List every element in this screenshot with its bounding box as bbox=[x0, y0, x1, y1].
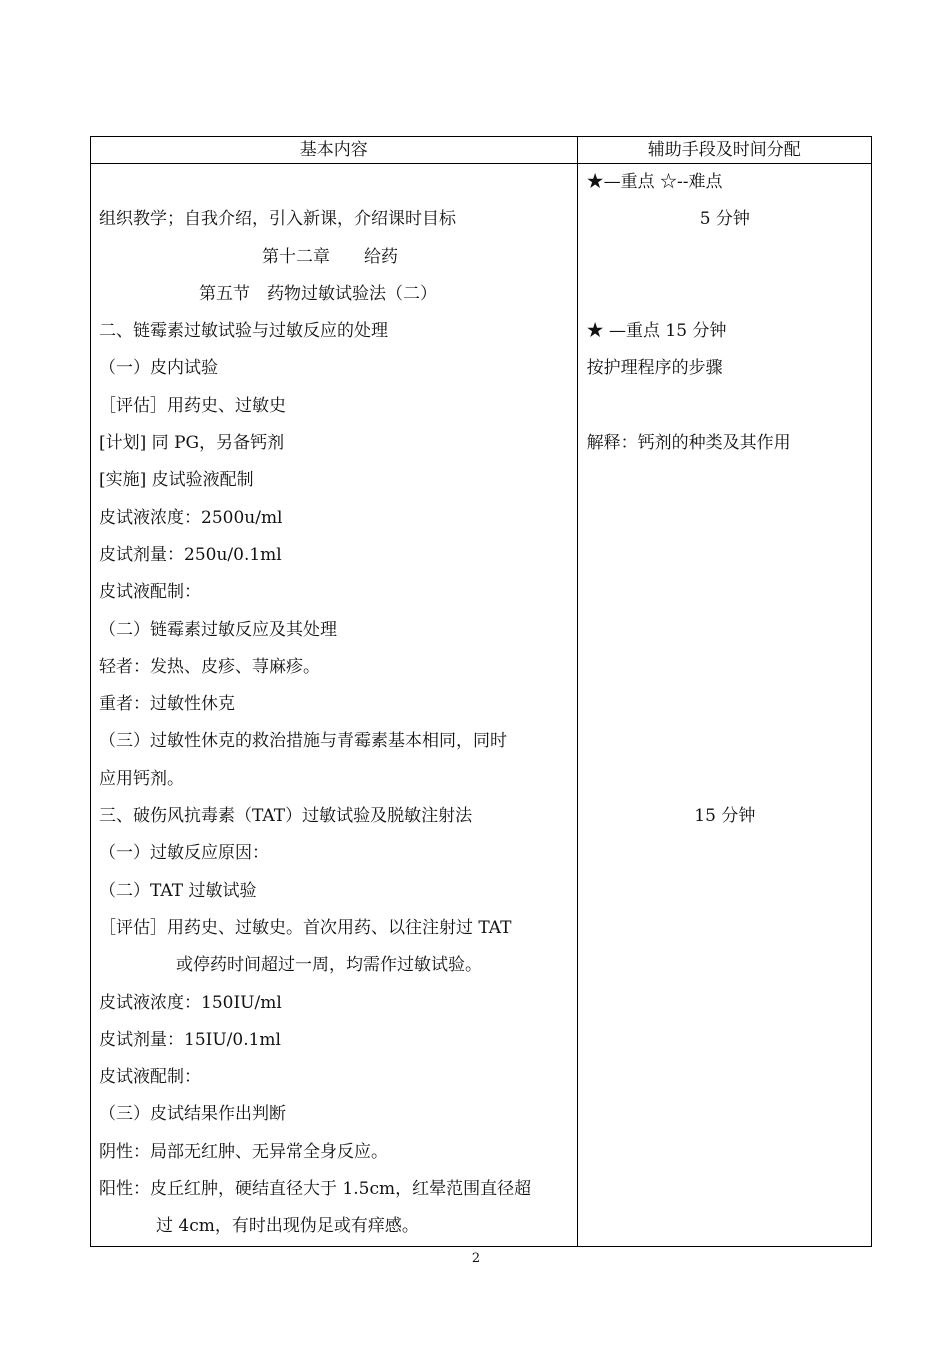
aux-line-blank bbox=[587, 388, 863, 425]
content-line-preparation: 皮试液配制： bbox=[99, 582, 201, 603]
content-line-tat-concentration: 皮试液浓度：150IU/ml bbox=[99, 992, 282, 1013]
header-basic-content: 基本内容 bbox=[91, 137, 578, 164]
content-line-reaction-cause: （一）过敏反应原因： bbox=[99, 843, 269, 864]
time-5-minutes: 5 分钟 bbox=[699, 209, 750, 230]
basic-content-lines bbox=[91, 164, 577, 1246]
content-line-organize-teaching: 组织教学；自我介绍，引入新课，介绍课时目标 bbox=[99, 209, 456, 230]
lesson-plan-table bbox=[90, 136, 872, 1247]
content-line-streptomycin-heading: 二、链霉素过敏试验与过敏反应的处理 bbox=[99, 321, 388, 342]
aux-line-blank bbox=[587, 500, 863, 537]
auxiliary-means-cell bbox=[577, 164, 871, 1247]
basic-content-cell bbox=[91, 164, 578, 1247]
content-line-tat-dose: 皮试剂量：15IU/0.1ml bbox=[99, 1029, 281, 1050]
header-auxiliary-means: 辅助手段及时间分配 bbox=[577, 137, 871, 164]
aux-line-blank bbox=[587, 761, 863, 798]
auxiliary-means-lines bbox=[578, 164, 871, 835]
content-line-implementation: [实施] 皮试验液配制 bbox=[99, 470, 254, 491]
content-line-mild: 轻者：发热、皮疹、荨麻疹。 bbox=[99, 656, 320, 677]
aux-line-blank bbox=[587, 574, 863, 611]
content-line-assessment: ［评估］用药史、过敏史 bbox=[99, 395, 286, 416]
content-line-shock-treatment: （三）过敏性休克的救治措施与青霉素基本相同，同时 bbox=[99, 731, 507, 752]
table-body-row bbox=[91, 164, 872, 1247]
content-line-reaction-handling: （二）链霉素过敏反应及其处理 bbox=[99, 619, 337, 640]
content-line-concentration: 皮试液浓度：2500u/ml bbox=[99, 507, 283, 528]
aux-line-blank bbox=[587, 276, 863, 313]
aux-line-blank bbox=[587, 239, 863, 276]
content-line-tat-heading: 三、破伤风抗毒素（TAT）过敏试验及脱敏注射法 bbox=[99, 806, 473, 827]
aux-line-blank bbox=[587, 612, 863, 649]
chapter-title: 第十二章 给药 bbox=[262, 246, 398, 267]
aux-line-blank bbox=[587, 462, 863, 499]
page-number: 2 bbox=[471, 1251, 481, 1266]
aux-explain-calcium: 解释：钙剂的种类及其作用 bbox=[586, 433, 791, 454]
content-line-dose: 皮试剂量：250u/0.1ml bbox=[99, 544, 282, 565]
content-line-tat-assessment: ［评估］用药史、过敏史。首次用药、以往注射过 TAT bbox=[99, 917, 512, 938]
content-line-tat-assessment-cont: 或停药时间超过一周，均需作过敏试验。 bbox=[176, 955, 482, 976]
content-line-calcium-use: 应用钙剂。 bbox=[99, 768, 184, 789]
content-line-intradermal-test: （一）皮内试验 bbox=[99, 358, 218, 379]
aux-line-blank bbox=[587, 723, 863, 760]
content-line-result-judgement: （三）皮试结果作出判断 bbox=[99, 1104, 286, 1125]
table-header-row bbox=[91, 137, 872, 164]
content-line-negative: 阴性：局部无红肿、无异常全身反应。 bbox=[99, 1141, 388, 1162]
key-point-15-minutes: ★ —重点 15 分钟 bbox=[586, 321, 727, 342]
aux-line-blank bbox=[587, 686, 863, 723]
aux-line-blank bbox=[587, 649, 863, 686]
time-15-minutes: 15 分钟 bbox=[694, 806, 756, 827]
section-title: 第五节 药物过敏试验法（二） bbox=[199, 283, 437, 304]
legend-key-points: ★—重点 ☆--难点 bbox=[586, 172, 723, 192]
content-line-tat-test: （二）TAT 过敏试验 bbox=[99, 880, 257, 901]
content-line-severe: 重者：过敏性休克 bbox=[99, 694, 235, 715]
content-line-positive-cont: 过 4cm，有时出现伪足或有痒感。 bbox=[156, 1216, 419, 1237]
content-line-positive: 阳性：皮丘红肿，硬结直径大于 1.5cm，红晕范围直径超 bbox=[99, 1179, 532, 1200]
aux-line-blank bbox=[587, 537, 863, 574]
content-line-blank bbox=[99, 164, 569, 201]
content-line-tat-preparation: 皮试液配制： bbox=[99, 1067, 201, 1088]
content-line-plan: [计划] 同 PG，另备钙剂 bbox=[99, 433, 285, 454]
aux-nursing-process: 按护理程序的步骤 bbox=[586, 358, 723, 379]
